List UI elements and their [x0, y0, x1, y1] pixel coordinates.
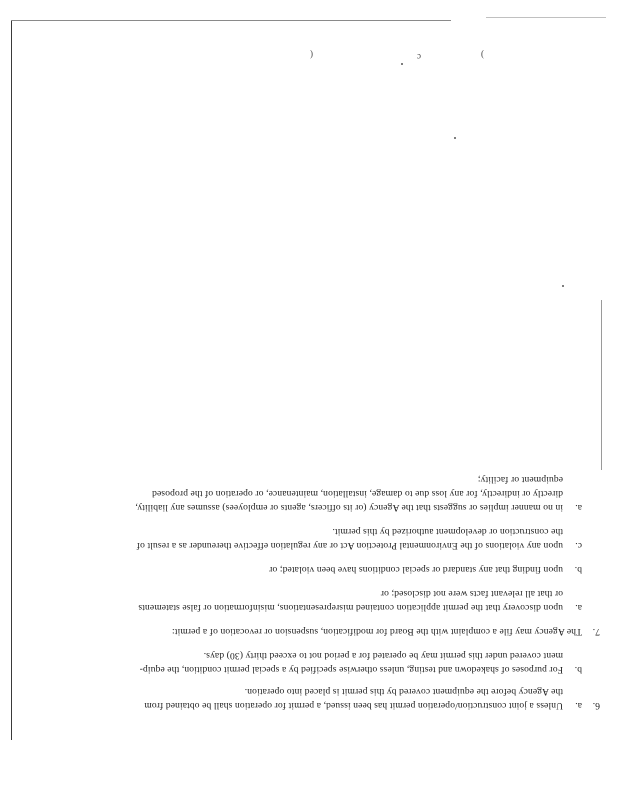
- item-7a-letter: a.: [575, 602, 582, 613]
- item-7c-letter: c.: [575, 540, 582, 551]
- page-edge-right: [601, 300, 602, 470]
- item-5a-line: equipment or facility;: [477, 474, 563, 485]
- item-6a-line: Unless a joint construction/operation permit has been issued, a permit for operation shall be obtained from: [144, 700, 563, 711]
- speck: [401, 63, 403, 65]
- item-6-number: 6.: [592, 700, 600, 711]
- speck: [454, 137, 456, 139]
- item-7-intro: The Agency may file a complaint with the Board for modification, suspension or revocation of a permit:: [171, 626, 582, 637]
- item-6a-line: the Agency before the equipment covered by this permit is placed into operation.: [244, 686, 563, 697]
- rotated-text-block: [20, 472, 600, 712]
- item-7c-line: upon any violations of the Environmental Protection Act or any regulation effective thereunder as a result of: [136, 540, 563, 551]
- header-mark-c: c: [417, 52, 421, 62]
- speck: [562, 285, 564, 287]
- header-mark-close: ): [481, 50, 484, 60]
- item-6b-line: ment covered under this permit may be operated for a period not to exceed thirty (30) days.: [203, 650, 563, 661]
- item-5a-line: in no manner implies or suggests that the Agency (or its officers, agents or employees) assumes any liability,: [135, 502, 563, 513]
- item-7-number: 7.: [592, 626, 600, 637]
- item-7b-letter: b.: [574, 564, 582, 575]
- header-mark-open: (: [310, 50, 313, 60]
- item-7a-line: upon discovery that the permit application contained misrepresentations, misinformation or false statements: [138, 602, 563, 613]
- item-6a-letter: a.: [575, 700, 582, 711]
- item-6b-line: For purposes of shakedown and testing, unless otherwise specified by a special permit condition, the equip-: [139, 664, 563, 675]
- item-7a-line: or that all relevant facts were not disclosed; or: [380, 588, 563, 599]
- item-6b-letter: b.: [574, 664, 582, 675]
- page-edge-top-right: [486, 17, 606, 18]
- item-5a-line: directly or indirectly, for any loss due to damage, installation, maintenance, or operation of the proposed: [151, 488, 563, 499]
- page-edge-left: [11, 20, 12, 740]
- page-edge-top: [11, 20, 451, 21]
- item-7b-line: upon finding that any standard or special conditions have been violated; or: [269, 564, 563, 575]
- item-5a-letter: a.: [575, 502, 582, 513]
- item-7c-line: the construction or development authorized by this permit.: [332, 526, 563, 537]
